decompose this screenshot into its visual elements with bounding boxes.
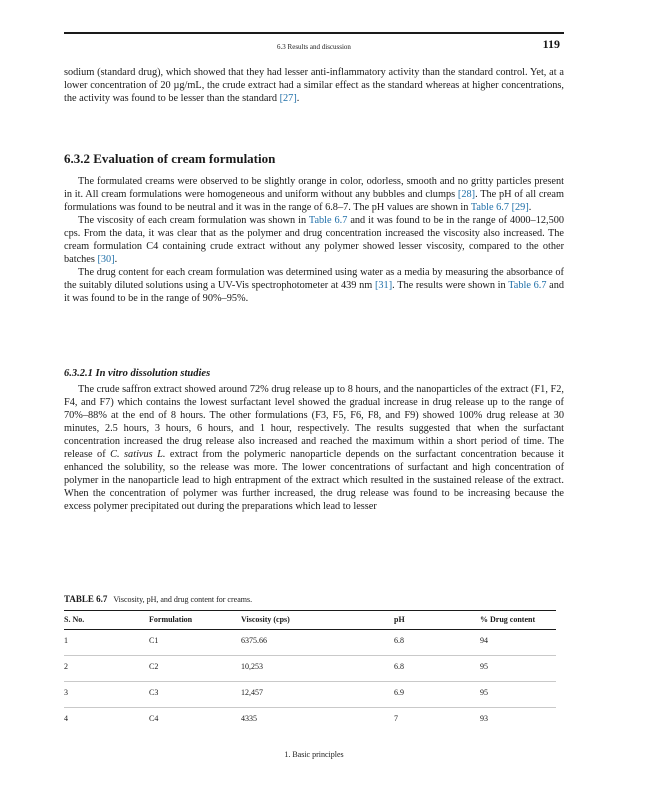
table-reference-link[interactable]: Table 6.7 (308, 215, 348, 226)
cell-drug-content: 93 (480, 714, 488, 723)
column-header-sno: S. No. (64, 611, 149, 630)
column-header-drug-content: % Drug content (480, 611, 556, 630)
page-footer: 1. Basic principles (284, 750, 344, 759)
table-row (64, 682, 556, 708)
species-name: C. sativus L. (110, 449, 166, 460)
column-header-viscosity: Viscosity (cps) (241, 611, 394, 630)
citation-link[interactable]: [29] (511, 202, 529, 213)
citation-link[interactable]: [30] (97, 254, 115, 265)
column-header-ph: pH (394, 611, 480, 630)
viscosity-table (64, 610, 556, 733)
cell-ph: 6.8 (394, 656, 480, 682)
table-reference-link[interactable]: Table 6.7 (470, 202, 510, 213)
cell-sno: 3 (64, 682, 149, 708)
citation-link[interactable]: [27] (279, 93, 297, 104)
cell-viscosity: 6375.66 (241, 630, 394, 656)
table-row (64, 656, 556, 682)
section-heading: 6.3.2 Evaluation of cream formulation (64, 151, 276, 166)
header-rule (64, 32, 564, 34)
table-label: TABLE 6.7 (64, 594, 108, 604)
cell-formulation: C4 (149, 714, 159, 723)
cell-formulation: C2 (149, 656, 241, 682)
cell-viscosity: 10,253 (241, 656, 394, 682)
column-header-formulation: Formulation (149, 611, 241, 630)
section-body (64, 175, 564, 305)
paragraph: The viscosity of each cream formulation was shown in Table 6.7 and it was found to be in the range of 4000–12,500 cps. From the data, it was clear that as the polymer and drug concentration increased the viscosity also increased. The cream formulation C4 containing crude extract without any polymer showed lesser viscosity, compared to the other batches [30]. (64, 215, 565, 265)
table-row (64, 708, 556, 734)
table-caption (64, 593, 252, 606)
paragraph: The drug content for each cream formulation was determined using water as a media by measuring the absorbance of the suitably diluted solutions using a UV-Vis spectrophotometer at 439 nm [31]. The results were shown in Table 6.7 and it was found to be in the range of 90%–95%. (64, 267, 565, 304)
citation-link[interactable]: [31] (374, 280, 393, 291)
table-row (64, 630, 556, 656)
citation-link[interactable]: [28] (457, 189, 476, 200)
cell-viscosity: 4335 (241, 714, 257, 723)
paragraph: The crude saffron extract showed around 72% drug release up to 8 hours, and the nanoparticles of the extract (F1, F2, F4, and F7) which contains the lowest surfactant level showed the gradual increase in drug release up to the range of 70%–88% at the end of 8 hours. The other formulations (F3, F5, F6, F8, and F9) showed 100% drug release at 30 minutes, 2.5 hours, 3 hours, 6 hours, and 1 hour, respectively. The results suggested that when the surfactant concentration increased the drug release also increased and reached the maximum within a short period of time. The release of C. sativus L. extract from the polymeric nanoparticle depends on the surfactant concentration because it enhanced the solubility, so the release was more. The lower concentrations of surfactant and high concentration of polymer in the nanoparticle lead to high entrapment of the extract which resulted in the sustained release of the extract. When the concentration of polymer was further increased, the drug release was found to be increasing because the excess polymer precipitated out during the preparations which lead to lesser (64, 384, 564, 512)
table-reference-link[interactable]: Table 6.7 (508, 280, 547, 291)
cell-viscosity: 12,457 (241, 682, 394, 708)
paragraph: The formulated creams were observed to be slightly orange in color, odorless, smooth and no gritty particles present in it. All cream formulations were homogeneous and uniform without any bubbles and clumps [28]. The pH of all cream formulations was found to be neutral and it was in the range of 6.8–7. The pH values are shown in Table 6.7 [29]. (64, 176, 564, 213)
cell-sno: 2 (64, 656, 149, 682)
subsection-heading: 6.3.2.1 In vitro dissolution studies (64, 368, 211, 379)
cell-ph: 6.8 (394, 630, 480, 656)
cell-ph: 7 (394, 714, 398, 723)
cell-sno: 4 (64, 714, 68, 723)
cell-drug-content: 94 (480, 630, 556, 656)
intro-paragraph: sodium (standard drug), which showed that they had lesser anti-inflammatory activity than the standard control. Yet, at a lower concentration of 20 µg/mL, the crude extract had a similar effect as the standard whereas at higher concentrations, the activity was found to be lesser than the standard [27]. (64, 67, 564, 104)
cell-ph: 6.9 (394, 682, 480, 708)
cell-drug-content: 95 (480, 656, 556, 682)
intro-paragraph-block (64, 66, 564, 105)
table-caption-text: Viscosity, pH, and drug content for creams. (113, 595, 253, 604)
cell-formulation: C1 (149, 630, 241, 656)
cell-formulation: C3 (149, 682, 241, 708)
cell-drug-content: 95 (480, 682, 556, 708)
cell-sno: 1 (64, 630, 149, 656)
table-header-row (64, 611, 556, 630)
running-head: 6.3 Results and discussion (277, 43, 351, 51)
subsection-body (64, 383, 564, 513)
page-number: 119 (542, 37, 560, 51)
